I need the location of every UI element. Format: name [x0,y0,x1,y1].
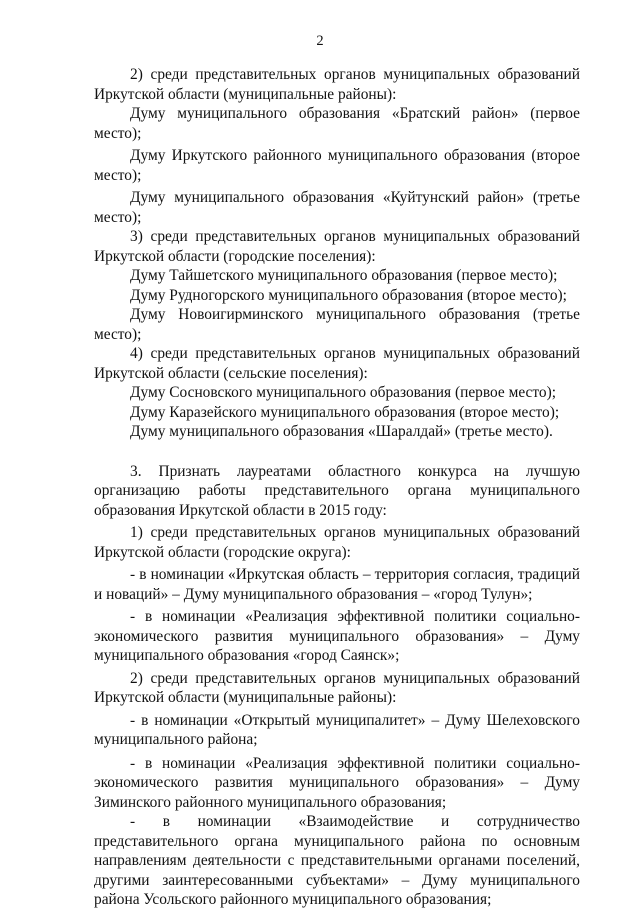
paragraph-urban-3: Думу Новоигирминского муниципального образования (третье место); [94,306,580,343]
paragraph-districts-heading: 2) среди представительных органов муниципальных образований Иркутской области (муниципальные районы): [94,66,580,103]
paragraph-section-3: 3. Признать лауреатами областного конкурса на лучшую организацию работы представительного органа муниципального образования Иркутской области в 2015 году: [94,462,580,519]
paragraph-rural-1: Думу Сосновского муниципального образования (первое место); [130,384,556,401]
document-body [94,65,580,910]
paragraph-okruga-heading: 1) среди представительных органов муниципальных образований Иркутской области (городские округа): [94,524,580,561]
paragraph-district-3: Думу муниципального образования «Куйтунский район» (третье место); [94,189,580,226]
paragraph-urban-2: Думу Рудногорского муниципального образования (второе место); [130,286,567,304]
section-gap [94,442,580,462]
paragraph-raiony-2: - в номинации «Реализация эффективной политики социально-экономического развития муниципального образования» – Думу Зиминского районного муниципального образования; [94,754,580,811]
paragraph-raiony-3: - в номинации «Взаимодействие и сотрудничество представительного органа муниципального района по основным направлениям деятельности с представительными органами поселений, другими заинтересованными субъектами» – Думу муниципального района Усольского районного муниципального образования; [94,813,580,908]
paragraph-raiony-heading: 2) среди представительных органов муниципальных образований Иркутской области (муниципальные районы): [94,669,580,706]
paragraph-raiony-1: - в номинации «Открытый муниципалитет» – Думу Шелеховского муниципального района; [94,711,580,748]
paragraph-district-1: Думу муниципального образования «Братский район» (первое место); [94,105,580,142]
paragraph-rural-heading: 4) среди представительных органов муниципальных образований Иркутской области (сельские поселения): [94,345,580,382]
paragraph-urban-heading: 3) среди представительных органов муниципальных образований Иркутской области (городские поселения): [94,228,580,265]
paragraph-urban-1: Думу Тайшетского муниципального образования (первое место); [130,267,558,284]
paragraph-okruga-1: - в номинации «Иркутская область – территория согласия, традиций и новаций» – Думу муниципального образования – «город Тулун»; [94,566,580,603]
paragraph-rural-3: Думу муниципального образования «Шаралдай» (третье место). [130,423,553,440]
paragraph-rural-2: Думу Каразейского муниципального образования (второе место); [130,403,560,421]
paragraph-okruga-2: - в номинации «Реализация эффективной политики социально-экономического развития муниципального образования» – Думу муниципального образования «город Саянск»; [94,608,580,664]
paragraph-district-2: Думу Иркутского районного муниципального образования (второе место); [94,147,580,184]
page-number: 2 [316,33,324,49]
